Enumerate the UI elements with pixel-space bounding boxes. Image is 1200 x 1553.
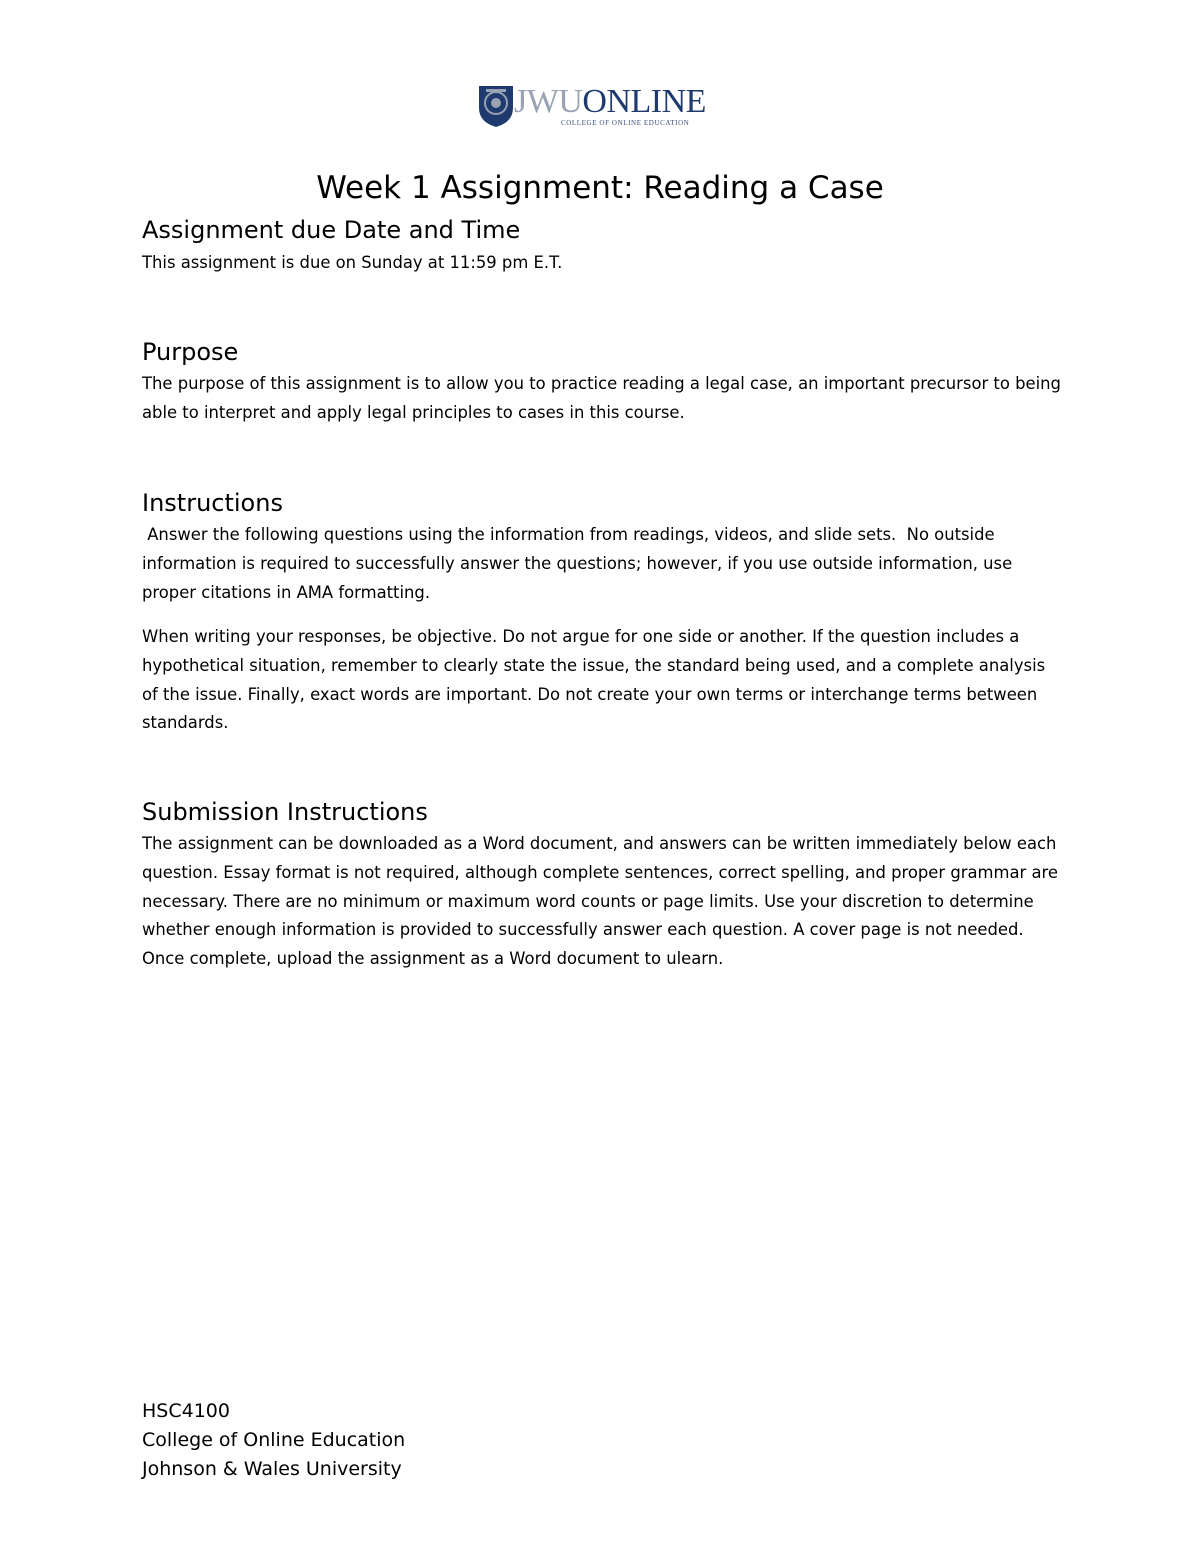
logo-text-online: ONLINE [582,83,706,120]
purpose-text: The purpose of this assignment is to allow you to practice reading a legal case, an important precursor to being able to interpret and apply legal principles to cases in this course. [142,374,1061,422]
jwu-online-logo [476,82,726,130]
purpose-heading: Purpose [142,338,239,366]
submission-heading: Submission Instructions [142,798,428,826]
instructions-heading: Instructions [142,489,283,517]
document-title: Week 1 Assignment: Reading a Case [316,170,884,206]
footer-college: College of Online Education [142,1429,406,1451]
footer-university: Johnson & Wales University [142,1458,402,1480]
due-date-heading: Assignment due Date and Time [142,216,521,244]
university-seal-icon [476,82,516,128]
footer-course-code: HSC4100 [142,1400,230,1422]
instructions-paragraph-2: When writing your responses, be objective. Do not argue for one side or another. If the question includes a hypothetical situation, remember to clearly state the issue, the standard being used, and a complete analysis of the issue. Finally, exact words are important. Do not create your own terms or interchange terms between standards. [142,627,1046,733]
due-date-text: This assignment is due on Sunday at 11:59 pm E.T. [142,253,563,272]
document-footer [142,1397,405,1484]
logo-tagline: COLLEGE OF ONLINE EDUCATION [561,119,690,127]
instructions-paragraph-1: Answer the following questions using the information from readings, videos, and slide sets. No outside information is required to successfully answer the questions; however, if you use outside information, use proper citations in AMA formatting. [142,525,1018,602]
logo-text-jwu: JWU [514,83,583,120]
submission-text: The assignment can be downloaded as a Word document, and answers can be written immediately below each question. Essay format is not required, although complete sentences, correct spelling, and proper grammar are necessary. There are no minimum or maximum word counts or page limits. Use your discretion to determine whether enough information is provided to successfully answer each question. A cover page is not needed. Once complete, upload the assignment as a Word document to ulearn. [142,834,1058,969]
